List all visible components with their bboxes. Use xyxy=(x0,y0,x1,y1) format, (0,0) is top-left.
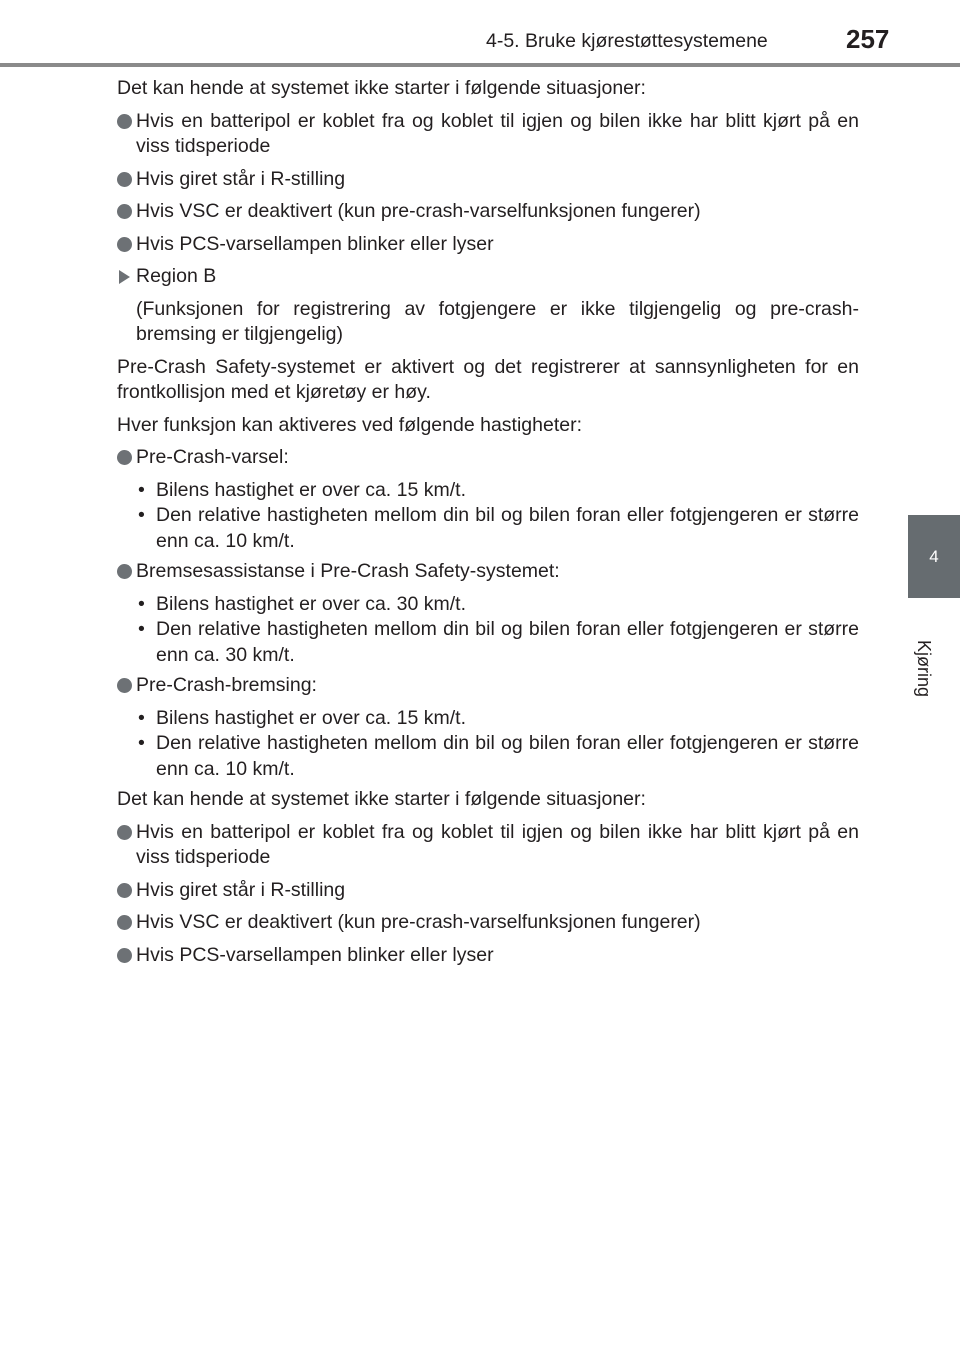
body-paragraph: Pre-Crash Safety-systemet er aktivert og det registrerer at sannsynligheten for en frontkollisjon med et kjøretøy er høy. xyxy=(117,355,859,403)
chapter-number: 4 xyxy=(929,546,939,566)
list-item: Hvis PCS-varsellampen blinker eller lyser xyxy=(117,232,859,258)
body-paragraph: Hver funksjon kan aktiveres ved følgende hastigheter: xyxy=(117,413,583,436)
condition-item: • Bilens hastighet er over ca. 15 km/t. xyxy=(138,478,466,501)
bullet-dot-icon xyxy=(117,114,132,129)
bullet-dot-icon xyxy=(117,883,132,898)
function-title: Pre-Crash-bremsing: xyxy=(117,673,859,699)
chapter-tab[interactable] xyxy=(908,515,960,598)
intro-paragraph: Det kan hende at systemet ikke starter i følgende situasjoner: xyxy=(117,77,646,99)
bullet-dot-icon xyxy=(117,564,132,579)
list-item: Hvis giret står i R-stilling xyxy=(117,878,859,904)
list-item: Hvis en batteripol er koblet fra og koblet til igjen og bilen ikke har blitt kjørt på en viss tidsperiode xyxy=(117,109,859,160)
page-number: 257 xyxy=(846,24,890,54)
condition-item: • Bilens hastighet er over ca. 30 km/t. xyxy=(138,592,466,615)
intro-paragraph: Det kan hende at systemet ikke starter i følgende situasjoner: xyxy=(117,788,646,810)
list-item: Hvis VSC er deaktivert (kun pre-crash-varselfunksjonen fungerer) xyxy=(117,199,859,225)
region-note: (Funksjonen for registrering av fotgjengere er ikke tilgjengelig og pre-crash-bremsing er tilgjengelig) xyxy=(136,297,859,345)
bullet-dot-icon xyxy=(117,678,132,693)
list-item: Hvis PCS-varsellampen blinker eller lyser xyxy=(117,943,859,969)
bullet-dot-icon xyxy=(117,915,132,930)
header-rule xyxy=(0,63,960,67)
bullet-dot-icon xyxy=(117,825,132,840)
condition-item: • Den relative hastigheten mellom din bil og bilen foran eller fotgjengeren er større enn ca. 30 km/t. xyxy=(138,618,859,666)
function-title: Bremsesassistanse i Pre-Crash Safety-systemet: xyxy=(117,559,859,585)
bullet-dot-icon xyxy=(117,237,132,252)
region-heading: Region B xyxy=(117,264,859,290)
list-item: Hvis giret står i R-stilling xyxy=(117,167,859,193)
list-item: Hvis en batteripol er koblet fra og koblet til igjen og bilen ikke har blitt kjørt på en viss tidsperiode xyxy=(117,820,859,871)
condition-item: • Den relative hastigheten mellom din bil og bilen foran eller fotgjengeren er større enn ca. 10 km/t. xyxy=(138,504,859,552)
condition-item: • Bilens hastighet er over ca. 15 km/t. xyxy=(138,706,466,729)
function-title: Pre-Crash-varsel: xyxy=(117,445,859,471)
bullet-dot-icon xyxy=(117,204,132,219)
bullet-dot-icon xyxy=(117,450,132,465)
list-item: Hvis VSC er deaktivert (kun pre-crash-varselfunksjonen fungerer) xyxy=(117,910,859,936)
chapter-label: Kjøring xyxy=(914,640,934,698)
condition-item: • Den relative hastigheten mellom din bil og bilen foran eller fotgjengeren er større enn ca. 10 km/t. xyxy=(138,732,859,780)
bullet-dot-icon xyxy=(117,948,132,963)
bullet-dot-icon xyxy=(117,172,132,187)
page-content xyxy=(117,76,859,975)
triangle-pointer-icon xyxy=(119,270,130,284)
section-title: 4-5. Bruke kjørestøttesystemene xyxy=(486,30,768,52)
